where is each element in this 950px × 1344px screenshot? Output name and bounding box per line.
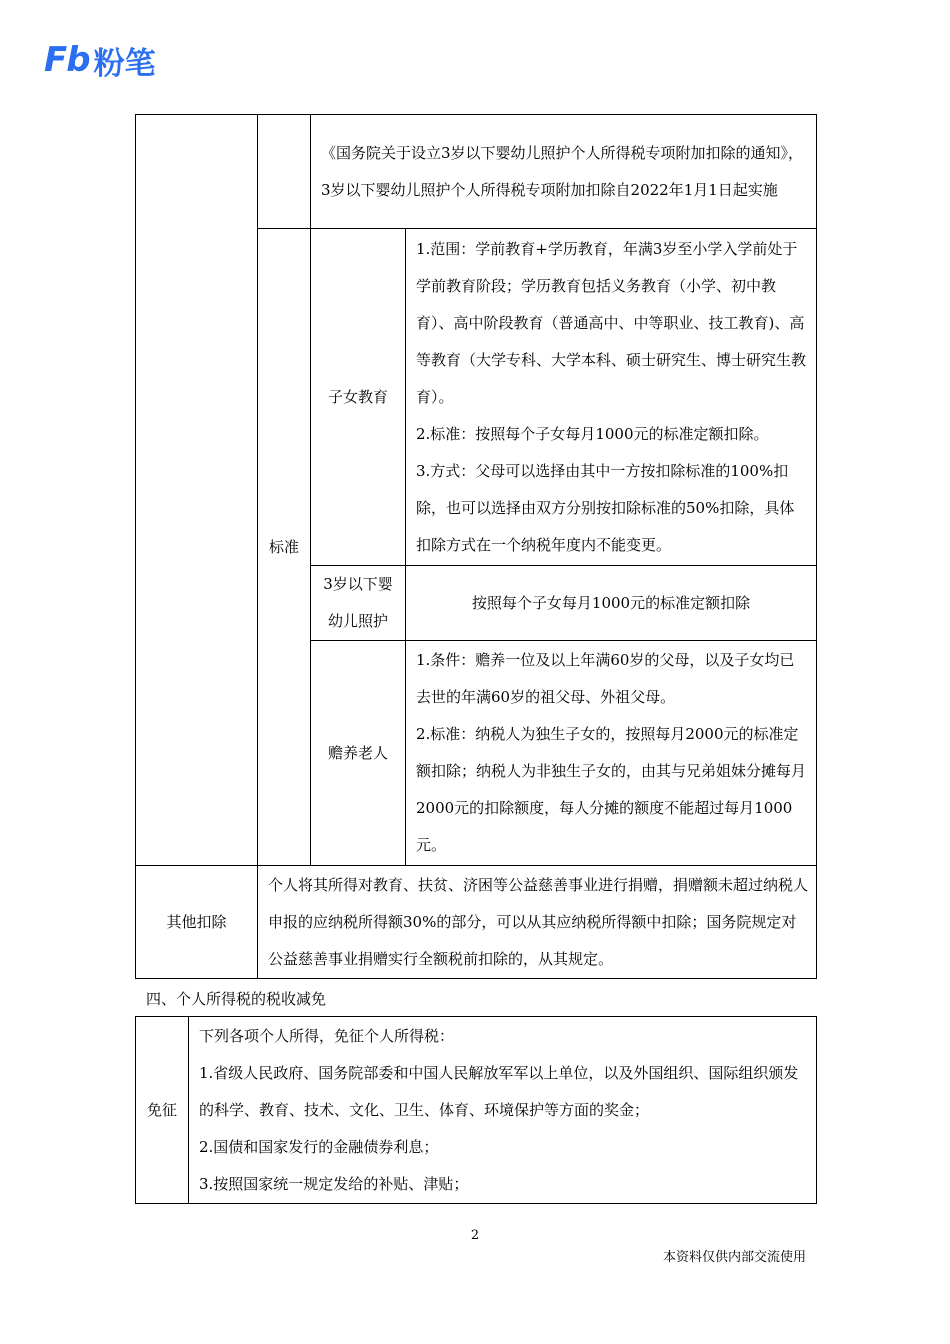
elderly-line: 1.条件：赡养一位及以上年满60岁的父母，以及子女均已去世的年满60岁的祖父母、外祖父母。 — [416, 651, 795, 706]
exemption-label: 免征 — [136, 1017, 189, 1204]
exemption-line: 1.省级人民政府、国务院部委和中国人民解放军军以上单位，以及外国组织、国际组织颁发的科学、教育、技术、文化、卫生、体育、环境保护等方面的奖金； — [199, 1063, 799, 1119]
children-edu-line: 3.方式：父母可以选择由其中一方按扣除标准的100%扣除，也可以选择由双方分别按扣除标准的50%扣除，具体扣除方式在一个纳税年度内不能变更。 — [416, 461, 795, 554]
elderly-line: 2.标准：纳税人为独生子女的，按照每月2000元的标准定额扣除；纳税人为非独生子女的，由其与兄弟姐妹分摊每月2000元的扣除额度，每人分摊的额度不能超过每月1000元。 — [416, 725, 807, 854]
logo-text: 粉笔 — [93, 45, 156, 82]
infant-care-content: 按照每个子女每月1000元的标准定额扣除 — [406, 566, 817, 641]
standard-label: 标准 — [258, 229, 311, 866]
exemption-line: 下列各项个人所得，免征个人所得税： — [199, 1026, 455, 1045]
other-deduction-content: 个人将其所得对教育、扶贫、济困等公益慈善事业进行捐赠，捐赠额未超过纳税人申报的应纳税所得额30%的部分，可以从其应纳税所得额中扣除；国务院规定对公益慈善事业捐赠实行全额税前扣除的，从其规定。 — [258, 866, 817, 979]
children-edu-line: 2.标准：按照每个子女每月1000元的标准定额扣除。 — [416, 424, 769, 443]
exemption-line: 3.按照国家统一规定发给的补贴、津贴； — [199, 1174, 469, 1193]
elderly-content — [406, 641, 817, 866]
empty-category-cell — [136, 115, 258, 866]
children-edu-content — [406, 229, 817, 566]
exemption-line: 2.国债和国家发行的金融债券利息； — [199, 1137, 439, 1156]
deduction-table — [135, 114, 817, 979]
children-edu-label: 子女教育 — [311, 229, 406, 566]
footer-note: 本资料仅供内部交流使用 — [662, 1250, 806, 1265]
infant-care-label: 3岁以下婴幼儿照护 — [311, 566, 406, 641]
infant-care-notice: 《国务院关于设立3岁以下婴幼儿照护个人所得税专项附加扣除的通知》，3岁以下婴幼儿照护个人所得税专项附加扣除自2022年1月1日起实施 — [311, 115, 817, 229]
elderly-label: 赡养老人 — [311, 641, 406, 866]
empty-subcategory-cell — [258, 115, 311, 229]
children-edu-line: 1.范围：学前教育+学历教育，年满3岁至小学入学前处于学前教育阶段；学历教育包括义务教育（小学、初中教育）、高中阶段教育（普通高中、中等职业、技工教育)、高等教育（大学专科、大学本科、硕士研究生、博士研究生教育）。 — [416, 239, 807, 406]
exemption-content — [189, 1017, 817, 1204]
page-number: 2 — [470, 1228, 480, 1243]
other-deduction-label: 其他扣除 — [136, 866, 258, 979]
section-title: 四、个人所得税的税收减免 — [146, 990, 327, 1008]
exemption-table — [135, 1016, 817, 1204]
fenbi-logo — [44, 40, 156, 80]
logo-mark: Fb — [44, 40, 90, 80]
